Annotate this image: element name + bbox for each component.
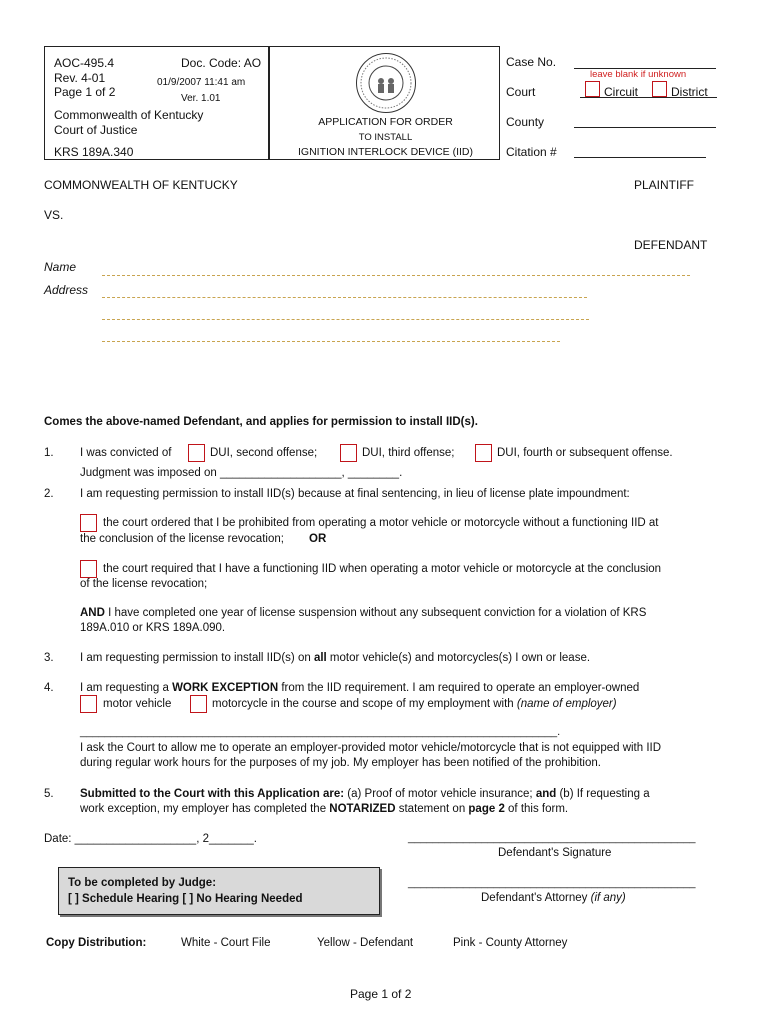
prohibited-option-checkbox[interactable] — [80, 514, 97, 532]
item-1-text: I was convicted of — [80, 447, 172, 459]
dui-fourth-checkbox[interactable] — [475, 444, 492, 462]
citation-label: Citation # — [506, 145, 557, 159]
defendant-attorney-label: Defendant's Attorney (if any) — [481, 892, 626, 904]
version: Ver. 1.01 — [181, 93, 221, 104]
defendant-signature-label: Defendant's Signature — [498, 847, 612, 859]
motorcycle-checkbox[interactable] — [190, 695, 207, 713]
judge-box-title: To be completed by Judge: — [68, 877, 217, 889]
district-checkbox[interactable] — [652, 81, 667, 97]
form-info-cell — [44, 46, 269, 160]
title-cell — [269, 46, 500, 160]
county-field[interactable] — [574, 127, 716, 128]
item-3-text: I am requesting permission to install IID(s) on all motor vehicle(s) and motorcycles(s) I own or lease. — [80, 652, 591, 664]
form-header — [44, 46, 717, 160]
date-time: 01/9/2007 11:41 am — [157, 77, 246, 88]
copy-yellow: Yellow - Defendant — [317, 937, 414, 949]
option-b-line-2: of the license revocation; — [80, 578, 208, 590]
citation-field[interactable] — [574, 157, 706, 158]
page-of: Page 1 of 2 — [54, 85, 116, 99]
option-or: OR — [309, 533, 327, 545]
vs-label: VS. — [44, 208, 64, 222]
motor-vehicle-label: motor vehicle — [103, 698, 172, 710]
form-id: AOC-495.4 — [54, 56, 115, 70]
dui-third-label: DUI, third offense; — [362, 447, 455, 459]
copy-pink: Pink - County Attorney — [453, 937, 568, 949]
judge-hearing-options[interactable]: [ ] Schedule Hearing [ ] No Hearing Needed — [68, 893, 303, 905]
motorcycle-label: motorcycle in the course and scope of my employment with (name of employer) — [212, 698, 617, 710]
kentucky-seal-icon — [356, 53, 416, 113]
item-4-text: I am requesting a WORK EXCEPTION from the IID requirement. I am required to operate an employer-owned — [80, 682, 640, 694]
item-5-line-2: work exception, my employer has completed the NOTARIZED statement on page 2 of this form. — [80, 803, 569, 815]
and-statement-line-2: 189A.010 or KRS 189A.090. — [80, 622, 226, 634]
defendant-label: DEFENDANT — [634, 238, 708, 252]
page-number: Page 1 of 2 — [350, 987, 412, 1001]
dui-second-label: DUI, second offense; — [210, 447, 318, 459]
address-label: Address — [44, 283, 89, 297]
attorney-line[interactable]: _______________________________________________ — [408, 877, 696, 889]
item-4-number: 4. — [44, 682, 54, 694]
judgment-date-line[interactable]: Judgment was imposed on ___________________, ________. — [80, 467, 403, 479]
copy-white: White - Court File — [181, 937, 271, 949]
signature-line[interactable]: _______________________________________________ — [408, 832, 696, 844]
judge-box — [58, 867, 380, 915]
circuit-checkbox[interactable] — [585, 81, 600, 97]
plaintiff-label: PLAINTIFF — [634, 178, 695, 192]
option-b-line-1: the court required that I have a functioning IID when operating a motor vehicle or motorcycle at the conclusion — [103, 563, 662, 575]
commonwealth: Commonwealth of Kentucky — [54, 108, 204, 122]
circuit-label: Circuit — [604, 85, 639, 99]
option-a-line-1: the court ordered that I be prohibited from operating a motor vehicle or motorcycle without a functioning IID at — [103, 517, 659, 529]
address-line-3[interactable] — [102, 341, 560, 342]
date-field[interactable]: Date: ___________________, 2_______. — [44, 833, 257, 845]
dui-third-checkbox[interactable] — [340, 444, 357, 462]
case-cell — [500, 46, 717, 160]
case-no-label: Case No. — [506, 55, 557, 69]
krs-ref: KRS 189A.340 — [54, 145, 134, 159]
title-line-1: APPLICATION FOR ORDER — [318, 116, 453, 128]
item-1-number: 1. — [44, 447, 54, 459]
address-line-2[interactable] — [102, 319, 589, 320]
court-label: Court — [506, 85, 536, 99]
intro-statement: Comes the above-named Defendant, and applies for permission to install IID(s). — [44, 416, 478, 428]
address-line-1[interactable] — [102, 297, 587, 298]
employer-name-field[interactable]: ______________________________________________________________________________. — [80, 726, 561, 738]
doc-code: Doc. Code: AO — [181, 56, 262, 70]
dui-fourth-label: DUI, fourth or subsequent offense. — [497, 447, 673, 459]
ask-court-line-1: I ask the Court to allow me to operate an employer-provided motor vehicle/motorcycle that is not equipped with IID — [80, 742, 662, 754]
motor-vehicle-checkbox[interactable] — [80, 695, 97, 713]
name-label: Name — [44, 260, 77, 274]
title-line-3: IGNITION INTERLOCK DEVICE (IID) — [297, 146, 473, 158]
court-of-justice: Court of Justice — [54, 123, 138, 137]
county-label: County — [506, 115, 545, 129]
name-field[interactable] — [102, 275, 690, 276]
leave-blank-note: leave blank if unknown — [590, 69, 687, 80]
ask-court-line-2: during regular work hours for the purposes of my job. My employer has been notified of the prohibition. — [80, 757, 601, 769]
district-label: District — [671, 85, 708, 99]
item-3-number: 3. — [44, 652, 54, 664]
dui-second-checkbox[interactable] — [188, 444, 205, 462]
required-option-checkbox[interactable] — [80, 560, 97, 578]
item-5-number: 5. — [44, 788, 54, 800]
item-2-text: I am requesting permission to install IID(s) because at final sentencing, in lieu of license plate impoundment: — [80, 488, 630, 500]
revision: Rev. 4-01 — [54, 71, 106, 85]
title-line-2: TO INSTALL — [358, 132, 413, 143]
option-a-line-2: the conclusion of the license revocation; — [80, 533, 284, 545]
and-statement-line-1: AND I have completed one year of license suspension without any subsequent conviction for a violation of KRS — [80, 607, 647, 619]
item-5-line-1: Submitted to the Court with this Application are: (a) Proof of motor vehicle insurance; and (b) If requesting a — [80, 788, 650, 800]
plaintiff-party: COMMONWEALTH OF KENTUCKY — [44, 178, 238, 192]
item-2-number: 2. — [44, 488, 54, 500]
copy-distribution-label: Copy Distribution: — [46, 937, 147, 949]
